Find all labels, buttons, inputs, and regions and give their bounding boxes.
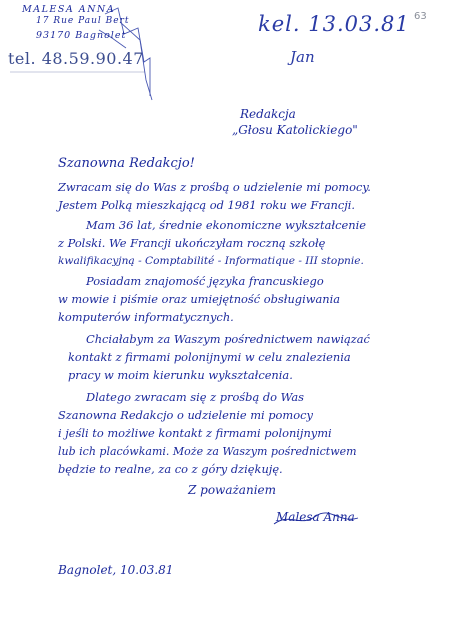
body-line: Jestem Polką mieszkającą od 1981 roku we Francji. — [58, 198, 356, 212]
addressee-line-2: „Głosu Katolickiego" — [232, 123, 358, 137]
sender-street: 17 Rue Paul Bert — [36, 16, 130, 26]
place-and-date: Bagnolet, 10.03.81 — [58, 563, 174, 577]
body-line: i jeśli to możliwe kontakt z firmami polonijnymi — [58, 426, 332, 440]
body-line: pracy w moim kierunku wykształcenia. — [68, 368, 293, 382]
body-line: z Polski. We Francji ukończyłam roczną szkołę — [58, 236, 326, 250]
body-line: Szanowna Redakcjo o udzielenie mi pomocy — [58, 408, 313, 422]
body-line: Mam 36 lat, średnie ekonomiczne wykształcenie — [86, 218, 366, 232]
body-line: będzie to realne, za co z góry dziękuję. — [58, 462, 283, 476]
receiver-initials: Jan — [290, 48, 315, 66]
body-line: Zwracam się do Was z prośbą o udzielenie mi pomocy. — [58, 180, 371, 194]
signature: Malesa Anna — [276, 510, 355, 524]
addressee-line-1: Redakcja — [240, 107, 296, 121]
body-line: komputerów informatycznych. — [58, 310, 234, 324]
salutation: Szanowna Redakcjo! — [58, 156, 195, 171]
body-line: kwalifikacyjną - Comptabilité - Informatique - III stopnie. — [58, 255, 364, 267]
body-line: lub ich placówkami. Może za Waszym pośrednictwem — [58, 445, 357, 458]
body-line: w mowie i piśmie oraz umiejętność obsługiwania — [58, 292, 341, 306]
body-line: Chciałabym za Waszym pośrednictwem nawiązać — [86, 332, 370, 346]
body-line: Posiadam znajomość języka francuskiego — [86, 274, 324, 288]
received-date-mark: kel. 13.03.81 — [258, 12, 410, 36]
sender-telephone-stamp: tel. 48.59.90.47 — [8, 49, 144, 68]
body-line: Dlatego zwracam się z prośbą do Was — [86, 390, 304, 404]
closing: Z poważaniem — [188, 483, 277, 497]
sender-city: 93170 Bagnolet — [36, 30, 127, 41]
sender-name: MALESA ANNA — [22, 4, 116, 15]
page-number: 63 — [414, 11, 427, 22]
body-line: kontakt z firmami polonijnymi w celu znalezienia — [68, 350, 351, 364]
